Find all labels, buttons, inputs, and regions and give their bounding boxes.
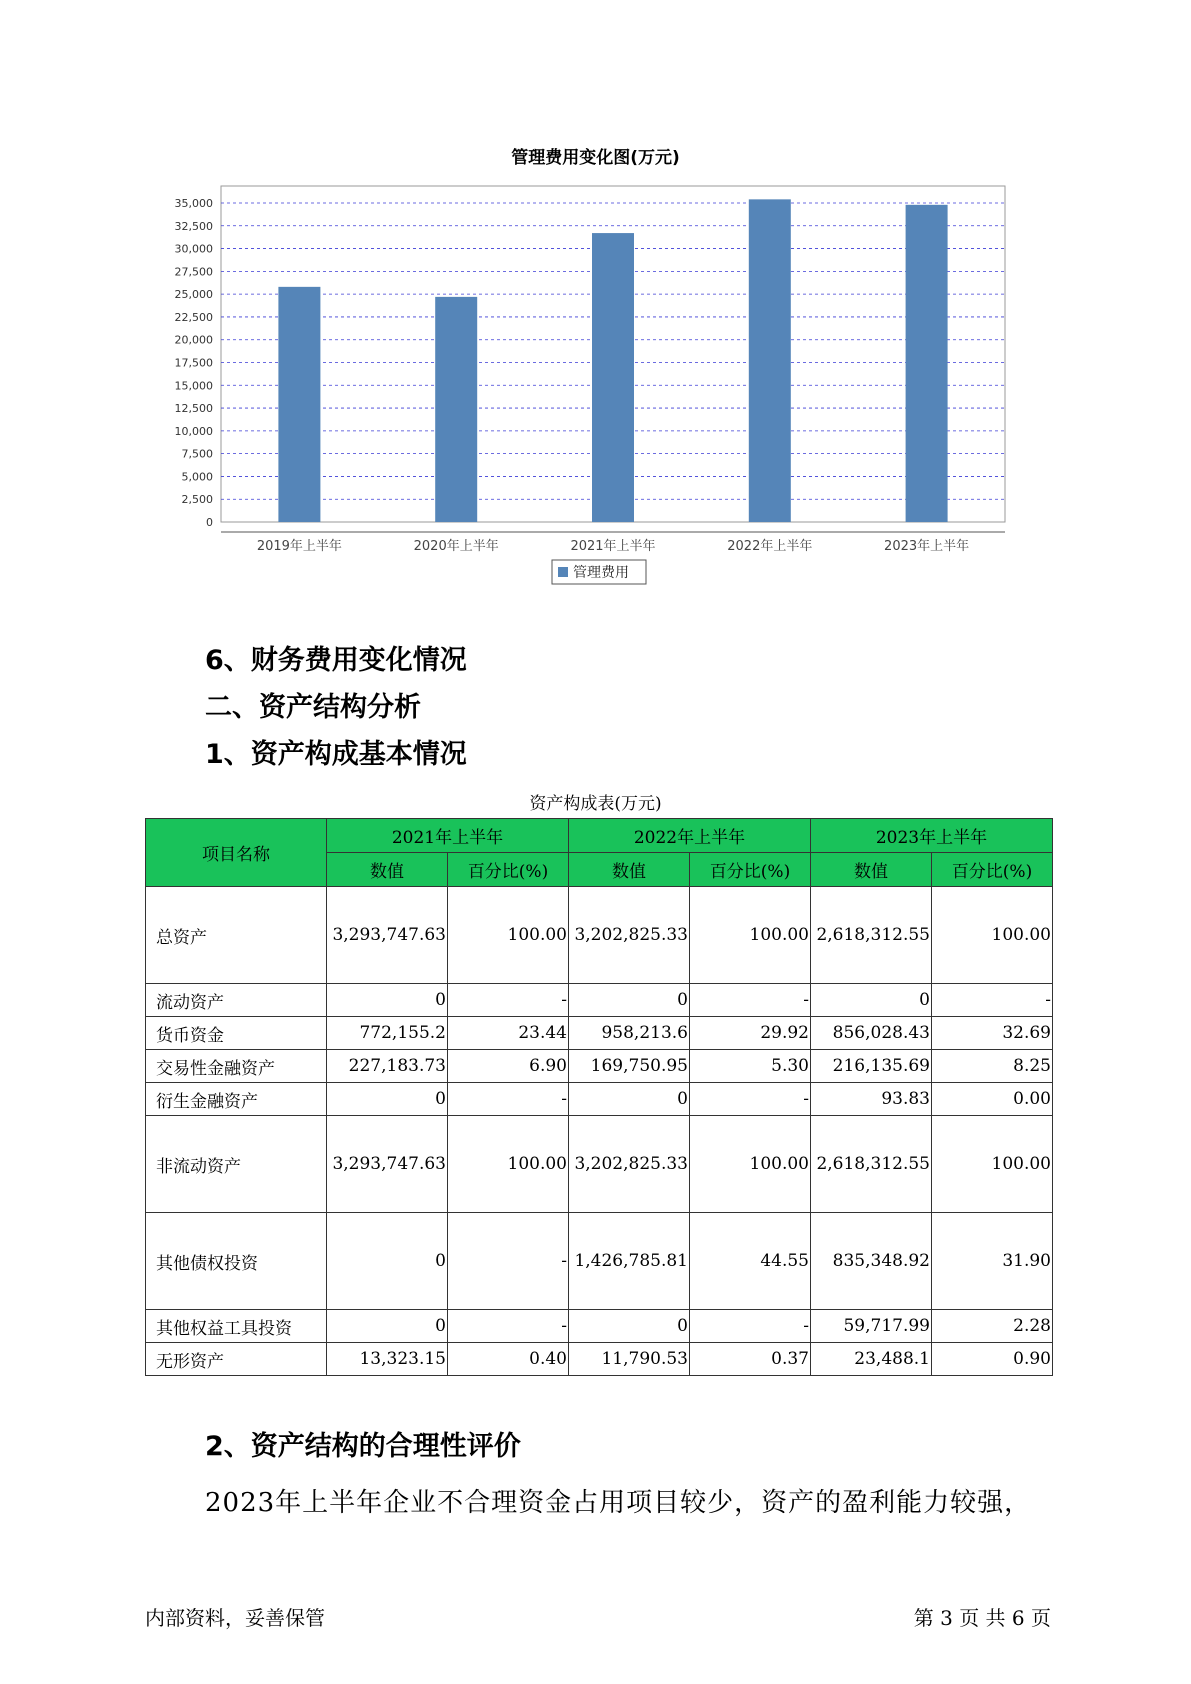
x-tick-label: 2019年上半年: [256, 539, 342, 554]
cell-percent: 0.90: [932, 1343, 1053, 1376]
cell-value: 11,790.53: [569, 1343, 690, 1376]
y-tick-label: 27,500: [174, 265, 213, 279]
cell-value: 0: [327, 1310, 448, 1343]
footer-page-number: 第 3 页 共 6 页: [913, 1606, 1051, 1630]
x-tick-label: 2022年上半年: [727, 539, 813, 554]
heading-asset-structure: 二、资产结构分析: [205, 692, 421, 723]
table-title: 资产构成表(万元): [529, 794, 662, 814]
cell-value: 3,202,825.33: [569, 1116, 690, 1213]
header-year-2021: 2021年上半年: [327, 819, 569, 853]
cell-value: 216,135.69: [811, 1050, 932, 1083]
cell-percent: 0.00: [932, 1083, 1053, 1116]
cell-value: 772,155.2: [327, 1017, 448, 1050]
management-expense-chart: [150, 180, 1050, 600]
cell-value: 856,028.43: [811, 1017, 932, 1050]
table-row: [146, 887, 1053, 984]
cell-percent: 2.28: [932, 1310, 1053, 1343]
row-name: 货币资金: [146, 1017, 327, 1050]
cell-value: 0: [327, 1083, 448, 1116]
legend-swatch: [558, 567, 568, 577]
y-tick-label: 5,000: [181, 470, 213, 484]
y-tick-label: 30,000: [174, 242, 213, 256]
cell-value: 227,183.73: [327, 1050, 448, 1083]
y-tick-label: 25,000: [174, 288, 213, 302]
cell-value: 0: [569, 1083, 690, 1116]
cell-value: 835,348.92: [811, 1213, 932, 1310]
footer-confidential: 内部资料，妥善保管: [145, 1606, 325, 1630]
x-tick-label: 2021年上半年: [570, 539, 656, 554]
x-tick-label: 2023年上半年: [884, 539, 970, 554]
cell-value: 2,618,312.55: [811, 1116, 932, 1213]
row-name: 非流动资产: [146, 1116, 327, 1213]
header-percent: 百分比(%): [448, 853, 569, 887]
cell-percent: -: [448, 1083, 569, 1116]
cell-value: 0: [811, 984, 932, 1017]
y-tick-label: 0: [206, 516, 213, 529]
y-tick-label: 2,500: [181, 493, 213, 507]
table-row: [146, 1017, 1053, 1050]
header-value: 数值: [569, 853, 690, 887]
table-row: [146, 1213, 1053, 1310]
cell-percent: 5.30: [690, 1050, 811, 1083]
bar: [749, 199, 791, 522]
heading-asset-composition: 1、资产构成基本情况: [205, 739, 467, 770]
y-tick-label: 17,500: [174, 356, 213, 370]
row-name: 流动资产: [146, 984, 327, 1017]
asset-composition-table: [145, 818, 1053, 1376]
heading-asset-evaluation: 2、资产结构的合理性评价: [205, 1431, 521, 1462]
cell-percent: 100.00: [448, 1116, 569, 1213]
cell-percent: 29.92: [690, 1017, 811, 1050]
table-row: [146, 1083, 1053, 1116]
cell-percent: -: [690, 1083, 811, 1116]
bar: [278, 287, 320, 522]
bar: [435, 297, 477, 522]
cell-value: 3,293,747.63: [327, 887, 448, 984]
chart-title: 管理费用变化图(万元): [511, 148, 680, 168]
cell-percent: 0.40: [448, 1343, 569, 1376]
cell-value: 0: [327, 984, 448, 1017]
row-name: 其他权益工具投资: [146, 1310, 327, 1343]
cell-percent: 44.55: [690, 1213, 811, 1310]
cell-percent: 32.69: [932, 1017, 1053, 1050]
table-row: [146, 984, 1053, 1017]
legend-label: 管理费用: [573, 565, 629, 581]
header-value: 数值: [811, 853, 932, 887]
cell-value: 2,618,312.55: [811, 887, 932, 984]
table-row: [146, 1310, 1053, 1343]
table-row: [146, 1116, 1053, 1213]
cell-percent: 6.90: [448, 1050, 569, 1083]
row-name: 衍生金融资产: [146, 1083, 327, 1116]
table-row: [146, 1050, 1053, 1083]
cell-value: 13,323.15: [327, 1343, 448, 1376]
header-year-2022: 2022年上半年: [569, 819, 811, 853]
row-name: 交易性金融资产: [146, 1050, 327, 1083]
cell-value: 169,750.95: [569, 1050, 690, 1083]
row-name: 无形资产: [146, 1343, 327, 1376]
y-tick-label: 20,000: [174, 333, 213, 347]
cell-percent: 8.25: [932, 1050, 1053, 1083]
y-tick-label: 35,000: [174, 197, 213, 210]
row-name: 其他债权投资: [146, 1213, 327, 1310]
y-tick-label: 32,500: [174, 219, 213, 233]
cell-percent: 100.00: [932, 887, 1053, 984]
cell-percent: -: [690, 1310, 811, 1343]
heading-finance-expense: 6、财务费用变化情况: [205, 645, 467, 676]
cell-percent: 100.00: [932, 1116, 1053, 1213]
y-tick-label: 15,000: [174, 379, 213, 393]
cell-value: 3,202,825.33: [569, 887, 690, 984]
cell-percent: 100.00: [448, 887, 569, 984]
header-value: 数值: [327, 853, 448, 887]
cell-percent: 100.00: [690, 1116, 811, 1213]
cell-percent: -: [448, 1310, 569, 1343]
header-percent: 百分比(%): [932, 853, 1053, 887]
cell-percent: 31.90: [932, 1213, 1053, 1310]
y-tick-label: 12,500: [174, 402, 213, 416]
cell-value: 0: [569, 984, 690, 1017]
x-tick-label: 2020年上半年: [413, 539, 499, 554]
cell-value: 958,213.6: [569, 1017, 690, 1050]
body-paragraph: 2023年上半年企业不合理资金占用项目较少，资产的盈利能力较强，: [205, 1488, 1032, 1518]
cell-value: 93.83: [811, 1083, 932, 1116]
cell-percent: -: [690, 984, 811, 1017]
cell-value: 0: [327, 1213, 448, 1310]
y-tick-label: 7,500: [181, 447, 213, 461]
y-tick-label: 22,500: [174, 310, 213, 324]
row-name: 总资产: [146, 887, 327, 984]
cell-percent: 23.44: [448, 1017, 569, 1050]
header-year-2023: 2023年上半年: [811, 819, 1053, 853]
cell-percent: -: [448, 984, 569, 1017]
bar: [906, 205, 948, 522]
cell-percent: 0.37: [690, 1343, 811, 1376]
bar: [592, 233, 634, 522]
header-item-name: 项目名称: [146, 819, 327, 887]
cell-percent: -: [448, 1213, 569, 1310]
cell-percent: -: [932, 984, 1053, 1017]
cell-value: 1,426,785.81: [569, 1213, 690, 1310]
cell-value: 59,717.99: [811, 1310, 932, 1343]
cell-value: 0: [569, 1310, 690, 1343]
y-tick-label: 10,000: [174, 424, 213, 438]
table-row: [146, 1343, 1053, 1376]
cell-value: 3,293,747.63: [327, 1116, 448, 1213]
cell-value: 23,488.1: [811, 1343, 932, 1376]
header-percent: 百分比(%): [690, 853, 811, 887]
cell-percent: 100.00: [690, 887, 811, 984]
